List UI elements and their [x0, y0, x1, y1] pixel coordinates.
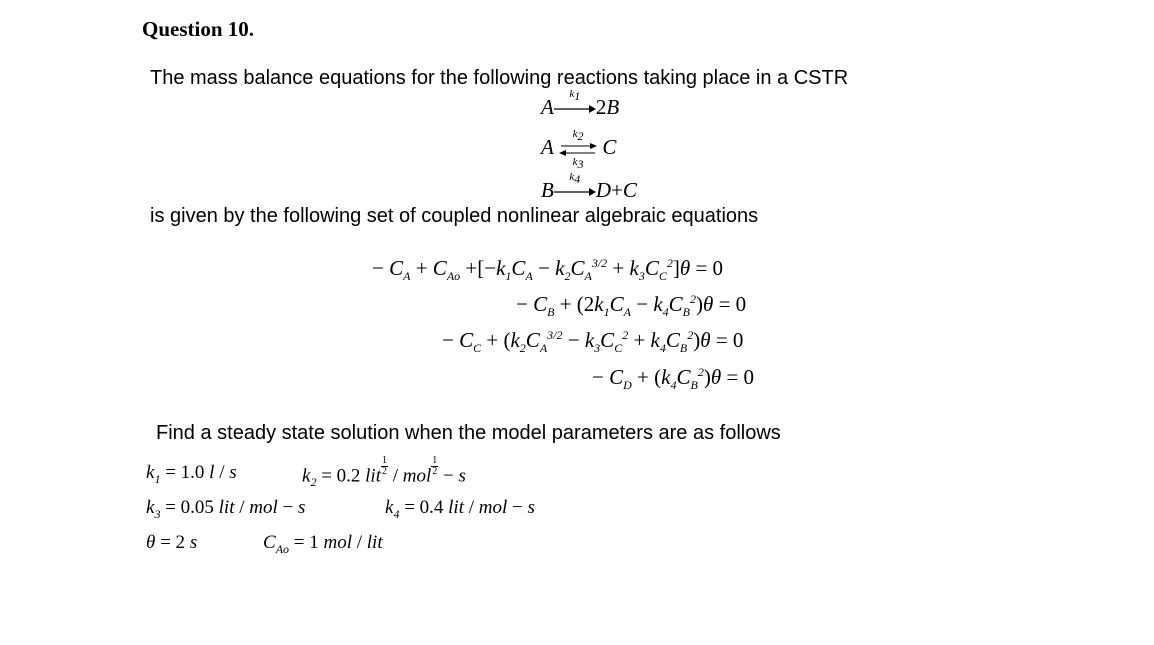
intro-text: The mass balance equations for the following reactions taking place in a CSTR [150, 67, 849, 89]
param-k1: $k_1 = 1.0$ l / s [146, 462, 237, 486]
equation-3: − $C_C + (k_2C_A^{3/2} - k_3C_C^2 + k_4C_B^2)\theta = 0$ [442, 328, 744, 356]
equation-1: − $C_A + C_{Ao} +[-k_1C_A - k_2C_A^{3/2} + k_3C_C^2]\theta = 0$ [372, 256, 724, 284]
given-by-text: is given by the following set of coupled nonlinear algebraic equations [150, 205, 759, 227]
param-theta: θ = 2 s [146, 532, 198, 553]
param-k2: $k_2 = 0.2$ lit $\frac{1}{2}$ / mol $\frac{1}{2}$ − s [302, 455, 466, 490]
param-cao: $C_{Ao} = 1$ mol / lit [263, 532, 383, 556]
reaction-3: B $k_4$ D+C [541, 171, 637, 202]
param-k3: $k_3 = 0.05$ lit / mol − s [146, 497, 306, 521]
question-title: Question 10. [142, 17, 255, 41]
equation-4: − $C_D + (k_4C_B^2)\theta = 0$ [592, 365, 754, 393]
reaction-2: A $k_2$ $k_3$ C [541, 128, 617, 172]
task-text: Find a steady state solution when the model parameters are as follows [156, 422, 781, 444]
equation-2: − $C_B + (2k_1C_A - k_4C_B^2)\theta = 0$ [516, 292, 747, 320]
param-k4: $k_4 = 0.4$ lit / mol − s [385, 497, 535, 521]
reaction-1: A $k_1$ 2B [541, 88, 620, 119]
